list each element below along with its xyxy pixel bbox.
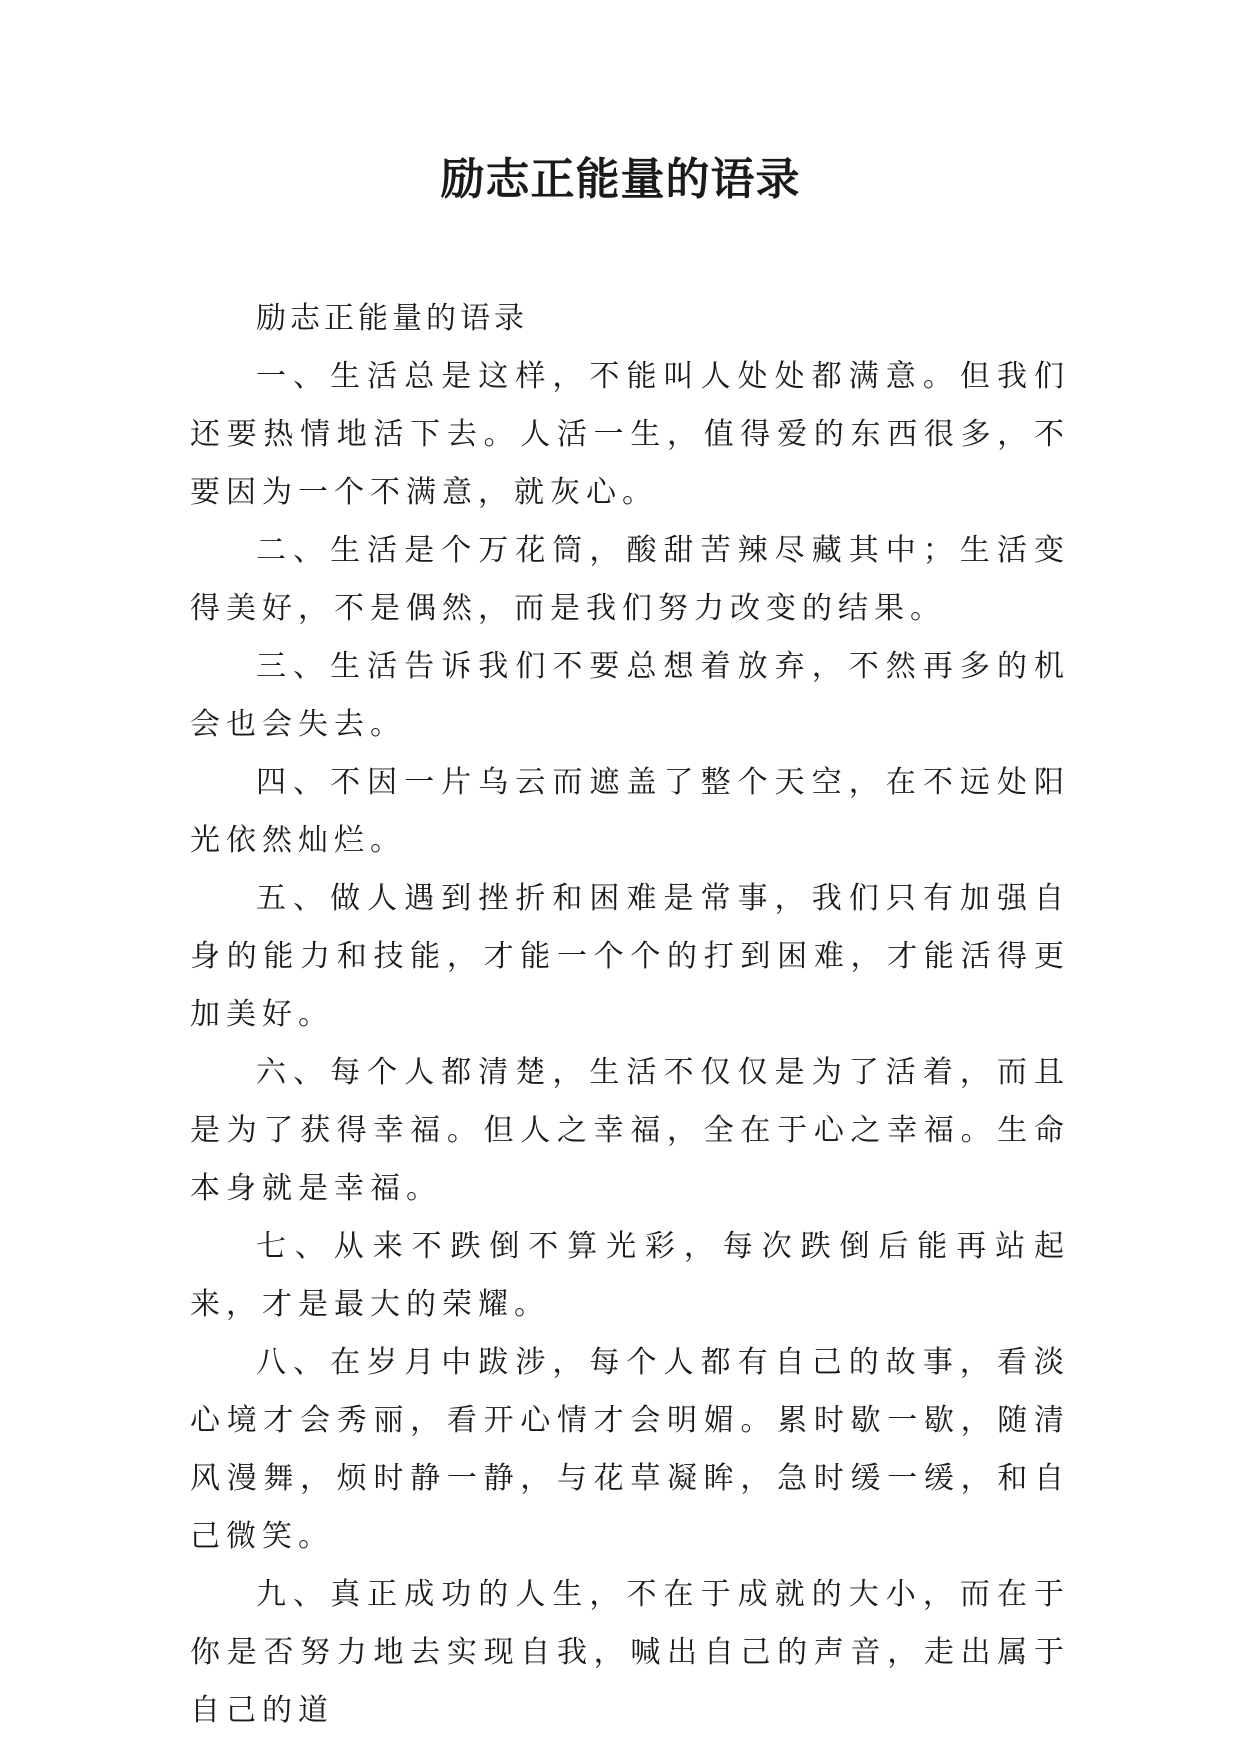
paragraph-5: 五、做人遇到挫折和困难是常事，我们只有加强自身的能力和技能，才能一个个的打到困难，才能活得更加美好。 — [190, 881, 1070, 1032]
paragraph-8: 八、在岁月中跋涉，每个人都有自己的故事，看淡心境才会秀丽，看开心情才会明媚。累时歇一歇，随清风漫舞，烦时静一静，与花草凝眸，急时缓一缓，和自己微笑。 — [190, 1345, 1070, 1554]
paragraph-6: 六、每个人都清楚，生活不仅仅是为了活着，而且是为了获得幸福。但人之幸福，全在于心之幸福。生命本身就是幸福。 — [190, 1055, 1070, 1206]
paragraph-4: 四、不因一片乌云而遮盖了整个天空，在不远处阳光依然灿烂。 — [190, 765, 1070, 858]
document-title: 励志正能量的语录 — [440, 154, 801, 205]
document-body — [190, 290, 1070, 1740]
paragraph-9: 九、真正成功的人生，不在于成就的大小，而在于你是否努力地去实现自我，喊出自己的声音，走出属于自己的道 — [190, 1577, 1070, 1728]
paragraph-7: 七、从来不跌倒不算光彩，每次跌倒后能再站起来，才是最大的荣耀。 — [190, 1229, 1070, 1322]
document-subtitle: 励志正能量的语录 — [256, 301, 528, 336]
paragraph-3: 三、生活告诉我们不要总想着放弃，不然再多的机会也会失去。 — [190, 649, 1070, 742]
paragraph-2: 二、生活是个万花筒，酸甜苦辣尽藏其中；生活变得美好，不是偶然，而是我们努力改变的结果。 — [190, 533, 1070, 626]
paragraph-1: 一、生活总是这样，不能叫人处处都满意。但我们还要热情地活下去。人活一生，值得爱的东西很多，不要因为一个不满意，就灰心。 — [190, 359, 1070, 510]
